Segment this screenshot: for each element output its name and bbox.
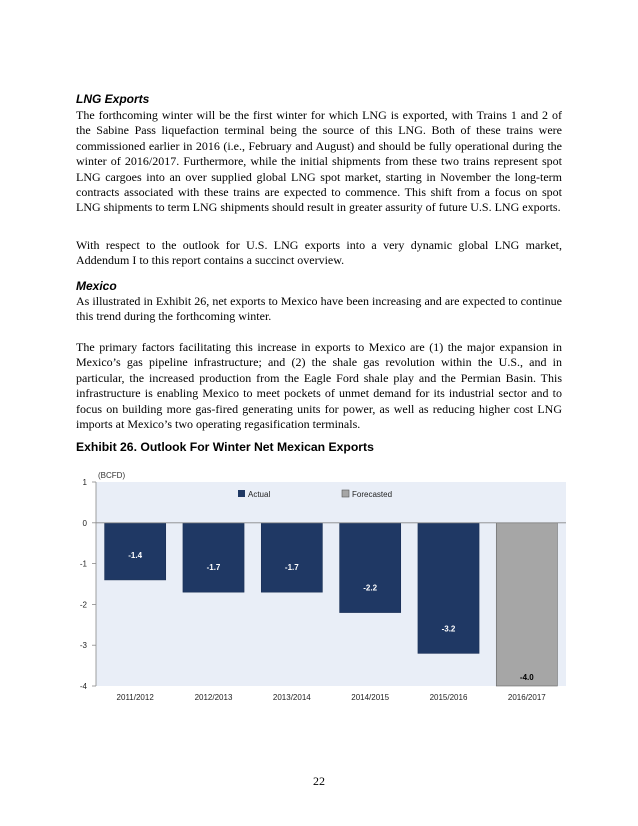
x-tick-label: 2016/2017: [507, 693, 546, 702]
y-tick-label: -3: [79, 641, 87, 651]
bar-2012-2013: [183, 523, 244, 592]
bar-2015-2016: [418, 523, 479, 654]
paragraph-mexico-2: The primary factors facilitating this increase in exports to Mexico are (1) the major expansion in Mexico’s gas pipeline infrastructure; and (2) the shale gas revolution within the U.S., and in particular, the increased production from the Eagle Ford shale play and the Permian Basin. This infrastructure is enabling Mexico to meet pockets of unmet demand for its industrial sector and to focus on building more gas-fired generating units for power, as well as reducing higher cost LNG imports at Mexico’s two operating regasification terminals.: [76, 340, 562, 432]
x-tick-label: 2011/2012: [116, 693, 154, 702]
bar-value-label: -1.7: [206, 563, 221, 573]
bar-value-label: -3.2: [441, 624, 456, 634]
y-tick-label: 1: [82, 478, 87, 487]
exhibit-title: Exhibit 26. Outlook For Winter Net Mexican Exports: [76, 440, 374, 454]
x-tick-label: 2015/2016: [429, 693, 468, 702]
legend-swatch-actual: [238, 490, 245, 497]
section-heading-lng-exports: LNG Exports: [76, 92, 150, 106]
net-mexican-exports-chart: [60, 466, 580, 716]
y-tick-label: 0: [82, 518, 87, 528]
legend-label-actual: Actual: [248, 490, 271, 499]
y-axis: [80, 478, 96, 691]
legend-label-forecasted: Forecasted: [352, 490, 393, 499]
x-tick-label: 2012/2013: [194, 693, 233, 702]
x-tick-label: 2014/2015: [351, 693, 390, 702]
bar-2013-2014: [261, 523, 322, 592]
bar-value-label: -1.4: [128, 550, 143, 560]
section-heading-mexico: Mexico: [76, 279, 117, 293]
y-tick-label: -4: [79, 682, 87, 691]
plot-area: [96, 482, 566, 686]
bar-2016-2017: [496, 523, 557, 686]
legend-swatch-forecasted: [342, 490, 349, 497]
page-number: 22: [313, 774, 325, 788]
paragraph-lng-exports-1: The forthcoming winter will be the first winter for which LNG is exported, with Trains 1 and 2 of the Sabine Pass liquefaction terminal being the source of this LNG. Both of these trains were commissioned earlier in 2016 (i.e., February and August) and should be fully operational during the winter of 2016/2017. Furthermore, while the initial shipments from these two trains represent spot LNG cargoes into an over supplied global LNG spot market, starting in November the long-term contracts associated with these trains are expected to commence. This shift from a focus on spot LNG shipments to term LNG shipments should result in greater assurity of future U.S. LNG exports.: [76, 108, 562, 215]
unit-label: (BCFD): [98, 471, 126, 480]
bar-value-label: -2.2: [363, 583, 378, 593]
bar-value-label: -4.0: [519, 673, 534, 682]
paragraph-lng-exports-2: With respect to the outlook for U.S. LNG exports into a very dynamic global LNG market, Addendum I to this report contains a succinct overview.: [76, 238, 562, 268]
y-tick-label: -1: [79, 559, 87, 569]
bar-value-label: -1.7: [284, 563, 299, 573]
bar-2014-2015: [340, 523, 401, 613]
y-tick-label: -2: [79, 600, 87, 610]
paragraph-mexico-1: As illustrated in Exhibit 26, net exports to Mexico have been increasing and are expected to continue this trend during the forthcoming winter.: [76, 294, 562, 324]
x-tick-label: 2013/2014: [272, 693, 311, 702]
